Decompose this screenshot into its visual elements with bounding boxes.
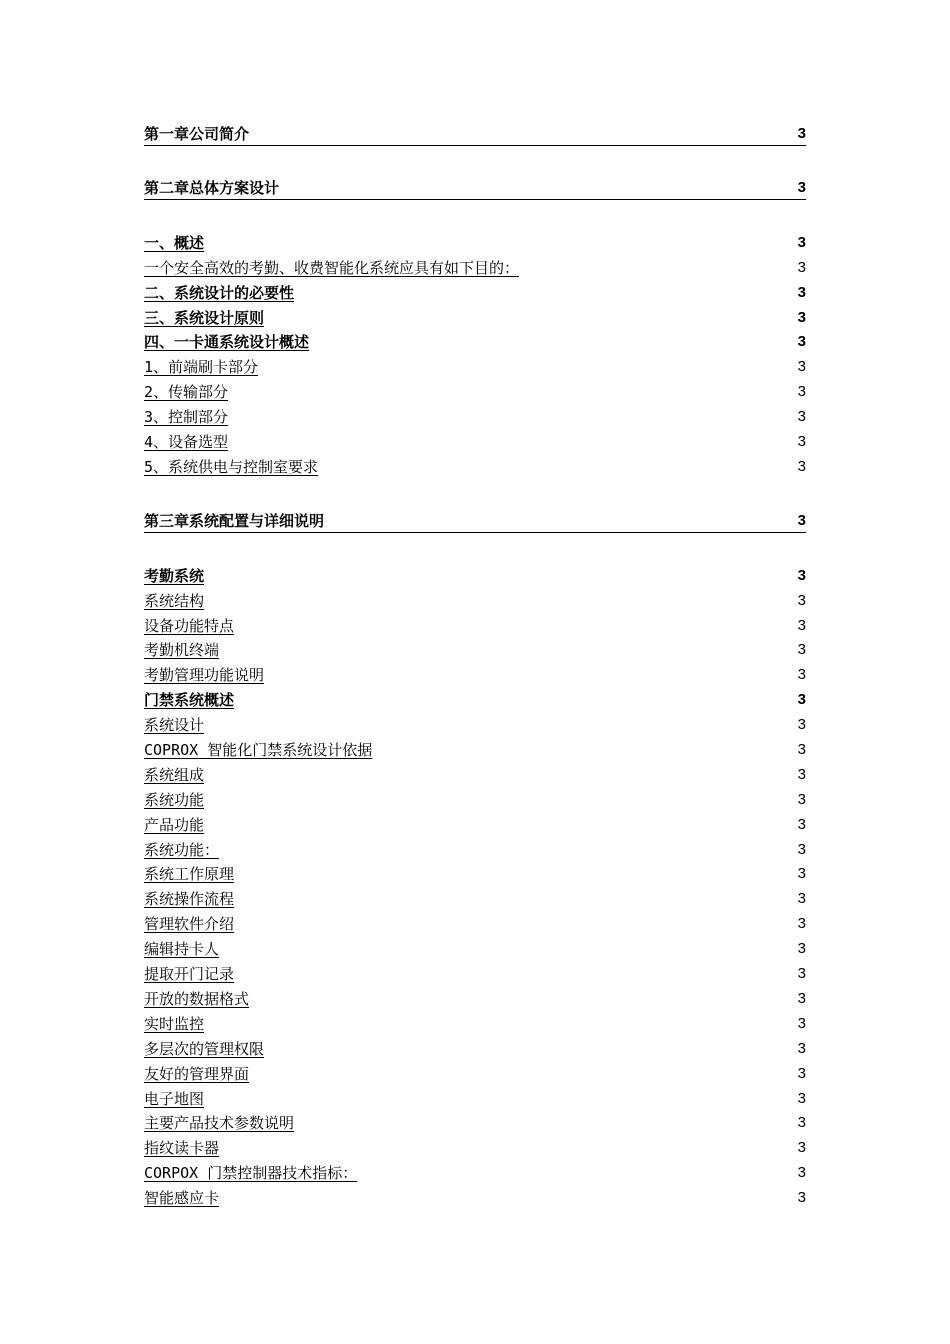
toc-entry[interactable] xyxy=(144,1185,806,1210)
toc-entry-label: 一、概述 xyxy=(144,233,205,252)
toc-entry-label: 系统功能 xyxy=(144,790,205,809)
toc-entry-page: 3 xyxy=(797,716,806,734)
toc-entry-page: 3 xyxy=(797,358,806,376)
toc-entry-label: 管理软件介绍 xyxy=(144,915,235,934)
toc-entry-label: 门禁系统概述 xyxy=(144,691,235,710)
toc-entry[interactable] xyxy=(144,837,806,862)
toc-entry[interactable] xyxy=(144,1135,806,1160)
toc-entry-label: 第二章总体方案设计 xyxy=(144,179,280,197)
toc-entry-page: 3 xyxy=(797,1089,806,1107)
toc-entry-page: 3 xyxy=(797,258,806,276)
toc-entry-page: 3 xyxy=(797,1064,806,1082)
toc-entry[interactable] xyxy=(144,1061,806,1086)
toc-entry-page: 3 xyxy=(797,433,806,451)
toc-entry-page: 3 xyxy=(797,408,806,426)
toc-entry-page: 3 xyxy=(797,333,806,351)
toc-entry[interactable] xyxy=(144,862,806,887)
toc-entry-label: 主要产品技术参数说明 xyxy=(144,1114,295,1133)
toc-entry[interactable] xyxy=(144,911,806,936)
toc-entry-label: 1、前端刷卡部分 xyxy=(144,358,259,377)
toc-entry[interactable] xyxy=(144,354,806,379)
toc-entry-label: 编辑持卡人 xyxy=(144,940,220,959)
toc-entry-label: 产品功能 xyxy=(144,815,205,834)
toc-entry-page: 3 xyxy=(797,233,806,251)
toc-entry-chapter-2[interactable] xyxy=(144,178,806,200)
toc-entry[interactable] xyxy=(144,762,806,787)
toc-entry-label: 系统功能： xyxy=(144,840,220,859)
toc-entry-page: 3 xyxy=(797,1189,806,1207)
toc-entry-label: 系统结构 xyxy=(144,591,205,610)
toc-entry[interactable] xyxy=(144,687,806,712)
toc-entry-page: 3 xyxy=(797,1014,806,1032)
toc-entry-label: 设备功能特点 xyxy=(144,616,235,635)
toc-entry[interactable] xyxy=(144,787,806,812)
toc-entry-page: 3 xyxy=(797,890,806,908)
toc-entry-label: 3、控制部分 xyxy=(144,408,229,427)
toc-entry[interactable] xyxy=(144,638,806,663)
toc-entry[interactable] xyxy=(144,986,806,1011)
toc-entry-label: 4、设备选型 xyxy=(144,433,229,452)
toc-entry-page: 3 xyxy=(797,641,806,659)
toc-entry-label: 考勤管理功能说明 xyxy=(144,666,265,685)
toc-entry[interactable] xyxy=(144,255,806,280)
toc-entry-page: 3 xyxy=(797,457,806,475)
toc-entry-page: 3 xyxy=(797,591,806,609)
toc-entry[interactable] xyxy=(144,404,806,429)
toc-entry-page: 3 xyxy=(797,308,806,326)
toc-entry[interactable] xyxy=(144,454,806,479)
toc-entry-label: 实时监控 xyxy=(144,1014,205,1033)
toc-entry-page: 3 xyxy=(797,383,806,401)
toc-entry[interactable] xyxy=(144,613,806,638)
toc-entry-label: 第一章公司简介 xyxy=(144,125,250,143)
toc-entry-page: 3 xyxy=(797,125,806,142)
toc-entry-page: 3 xyxy=(797,1139,806,1157)
toc-entry-label: 多层次的管理权限 xyxy=(144,1039,265,1058)
toc-entry-page: 3 xyxy=(797,179,806,196)
toc-entry-page: 3 xyxy=(797,965,806,983)
toc-entry-label: 提取开门记录 xyxy=(144,965,235,984)
toc-entry-label: 第三章系统配置与详细说明 xyxy=(144,511,325,530)
toc-entry-label: 考勤机终端 xyxy=(144,641,220,660)
toc-entry[interactable] xyxy=(144,280,806,305)
toc-entry-page: 3 xyxy=(797,989,806,1007)
toc-entry-label: 电子地图 xyxy=(144,1089,205,1108)
toc-entry-page: 3 xyxy=(797,1164,806,1182)
toc-entry[interactable] xyxy=(144,1036,806,1061)
toc-entry-page: 3 xyxy=(797,283,806,301)
toc-entry-label: 三、系统设计原则 xyxy=(144,308,265,327)
toc-entry-label: 智能感应卡 xyxy=(144,1189,220,1208)
toc-entry-label: 开放的数据格式 xyxy=(144,989,250,1008)
toc-entry-label: COPROX 智能化门禁系统设计依据 xyxy=(144,741,373,760)
toc-entry[interactable] xyxy=(144,379,806,404)
toc-entry[interactable] xyxy=(144,563,806,588)
toc-entry-page: 3 xyxy=(797,616,806,634)
table-of-contents xyxy=(144,124,806,1210)
toc-entry[interactable] xyxy=(144,812,806,837)
toc-entry-page: 3 xyxy=(797,511,806,529)
toc-entry-page: 3 xyxy=(797,666,806,684)
toc-entry[interactable] xyxy=(144,662,806,687)
toc-entry[interactable] xyxy=(144,936,806,961)
toc-entry-page: 3 xyxy=(797,1039,806,1057)
toc-entry[interactable] xyxy=(144,1111,806,1136)
toc-entry-chapter-3[interactable] xyxy=(144,511,806,533)
toc-entry-page: 3 xyxy=(797,741,806,759)
toc-entry-label: 指纹读卡器 xyxy=(144,1139,220,1158)
toc-entry-label: 5、系统供电与控制室要求 xyxy=(144,457,319,476)
toc-entry-label: 系统设计 xyxy=(144,716,205,735)
toc-entry-page: 3 xyxy=(797,566,806,584)
toc-entry[interactable] xyxy=(144,1086,806,1111)
toc-entry-label: 2、传输部分 xyxy=(144,383,229,402)
toc-entry-label: 四、一卡通系统设计概述 xyxy=(144,333,310,352)
toc-entry-label: 友好的管理界面 xyxy=(144,1064,250,1083)
toc-entry-label: 系统工作原理 xyxy=(144,865,235,884)
toc-entry-page: 3 xyxy=(797,915,806,933)
toc-entry[interactable] xyxy=(144,230,806,255)
toc-entry-page: 3 xyxy=(797,840,806,858)
toc-entry[interactable] xyxy=(144,588,806,613)
toc-entry-page: 3 xyxy=(797,940,806,958)
toc-entry[interactable] xyxy=(144,886,806,911)
toc-entry[interactable] xyxy=(144,1011,806,1036)
toc-entry[interactable] xyxy=(144,305,806,330)
toc-entry-page: 3 xyxy=(797,765,806,783)
toc-entry[interactable] xyxy=(144,737,806,762)
toc-entry[interactable] xyxy=(144,1160,806,1185)
toc-entry[interactable] xyxy=(144,961,806,986)
toc-entry-page: 3 xyxy=(797,1114,806,1132)
toc-entry-label: 系统组成 xyxy=(144,765,205,784)
toc-entry-label: 二、系统设计的必要性 xyxy=(144,283,295,302)
toc-entry[interactable] xyxy=(144,330,806,355)
toc-entry[interactable] xyxy=(144,712,806,737)
toc-entry-label: CORPOX 门禁控制器技术指标： xyxy=(144,1164,358,1183)
toc-entry-label: 系统操作流程 xyxy=(144,890,235,909)
toc-entry-page: 3 xyxy=(797,691,806,709)
toc-entry-chapter-1[interactable] xyxy=(144,124,806,146)
toc-entry-label: 一个安全高效的考勤、收费智能化系统应具有如下目的： xyxy=(144,258,520,277)
toc-entry-page: 3 xyxy=(797,790,806,808)
toc-entry[interactable] xyxy=(144,429,806,454)
toc-entry-label: 考勤系统 xyxy=(144,566,205,585)
toc-entry-page: 3 xyxy=(797,865,806,883)
toc-entry-page: 3 xyxy=(797,815,806,833)
